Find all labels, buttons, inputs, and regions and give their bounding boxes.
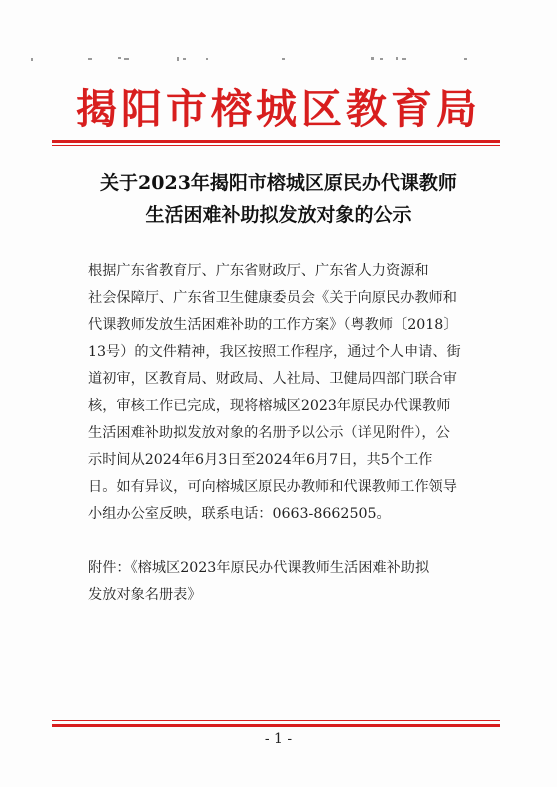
footer-divider-thin — [52, 720, 500, 721]
document-title-line-1: 关于2023年揭阳市榕城区原民办代课教师 — [100, 172, 457, 194]
body-line: 示时间从2024年6月3日至2024年6月7日，共5个工作 — [88, 452, 433, 468]
issuing-authority-header: 揭阳市榕城区教育局 — [76, 85, 481, 133]
attachment-line: 发放对象名册表》 — [88, 587, 202, 603]
header-divider-thin — [52, 145, 500, 146]
header-divider-thick — [52, 140, 500, 143]
document-title-line-2: 生活困难补助拟发放对象的公示 — [145, 204, 412, 226]
body-line: 日。如有异议，可向榕城区原民办教师和代课教师工作领导 — [88, 479, 457, 495]
body-line: 代课教师发放生活困难补助的工作方案》（粤教师〔2018〕 — [88, 317, 458, 333]
body-line: 根据广东省教育厅、广东省财政厅、广东省人力资源和 — [88, 263, 429, 279]
scan-artifacts — [0, 0, 557, 80]
body-line: 道初审，区教育局、财政局、人社局、卫健局四部门联合审 — [88, 371, 457, 387]
notice-body — [88, 258, 508, 528]
body-line: 核，审核工作已完成，现将榕城区2023年原民办代课教师 — [88, 398, 451, 414]
page-number: - 1 - — [264, 731, 293, 747]
body-line: 社会保障厅、广东省卫生健康委员会《关于向原民办教师和 — [88, 290, 457, 306]
attachment-note — [88, 555, 508, 609]
body-line: 13号）的文件精神，我区按照工作程序，通过个人申请、街 — [88, 344, 461, 360]
footer-divider-thick — [52, 724, 500, 727]
body-line: 生活困难补助拟发放对象的名册予以公示（详见附件），公 — [88, 425, 450, 441]
attachment-line: 附件：《榕城区2023年原民办代课教师生活困难补助拟 — [88, 560, 430, 576]
body-line: 小组办公室反映，联系电话：0663-8662505。 — [88, 506, 391, 522]
